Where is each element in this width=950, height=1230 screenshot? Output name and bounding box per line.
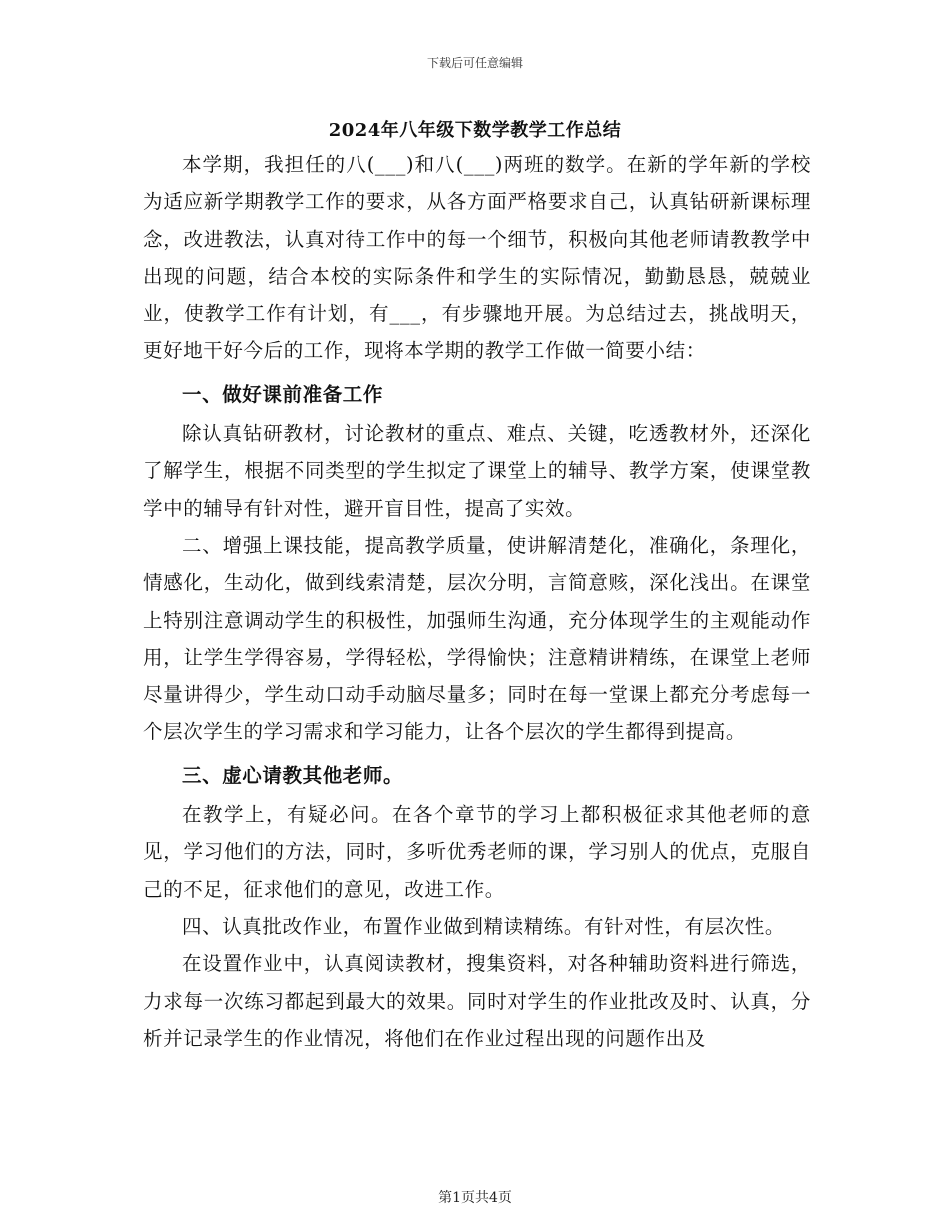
paragraph-section-4: 在设置作业中，认真阅读教材，搜集资料，对各种辅助资料进行筛选，力求每一次练习都起到最大的效果。同时对学生的作业批改及时、认真，分析并记录学生的作业情况，将他们在作业过程出现的问题作出及: [143, 952, 811, 1050]
paragraph-section-3: 在教学上，有疑必问。在各个章节的学习上都积极征求其他老师的意见，学习他们的方法，同时，多听优秀老师的课，学习别人的优点，克服自己的不足，征求他们的意见，改进工作。: [143, 803, 811, 901]
section-heading-3: 三、虚心请教其他老师。: [182, 763, 404, 787]
document-title: 2024年八年级下数学教学工作总结: [328, 120, 622, 141]
section-heading-1: 一、做好课前准备工作: [182, 382, 384, 406]
header-note: 下载后可任意编辑: [426, 56, 523, 70]
paragraph-section-2: 二、增强上课技能，提高教学质量，使讲解清楚化，准确化，条理化，情感化，生动化，做到线索清楚，层次分明，言简意赅，深化浅出。在课堂上特别注意调动学生的积极性，加强师生沟通，充分体现学生的主观能动作用，让学生学得容易，学得轻松，学得愉快；注意精讲精练，在课堂上老师尽量讲得少，学生动口动手动脑尽量多；同时在每一堂课上都充分考虑每一个层次学生的学习需求和学习能力，让各个层次的学生都得到提高。: [143, 533, 811, 744]
page-footer: 第1页共4页: [438, 1190, 512, 1206]
document-body: [143, 146, 811, 1057]
paragraph-section-4-heading: 四、认真批改作业，布置作业做到精读精练。有针对性，有层次性。: [182, 914, 786, 938]
paragraph-intro: 本学期，我担任的八(___)和八(___)两班的数学。在新的学年新的学校为适应新学期教学工作的要求，从各方面严格要求自己，认真钻研新课标理念，改进教法，认真对待工作中的每一个细节，积极向其他老师请教教学中出现的问题，结合本校的实际条件和学生的实际情况，勤勤恳恳，兢兢业业，使教学工作有计划，有___，有步骤地开展。为总结过去，挑战明天，更好地干好今后的工作，现将本学期的教学工作做一简要小结：: [143, 153, 811, 363]
paragraph-section-1: 除认真钻研教材，讨论教材的重点、难点、关键，吃透教材外，还深化了解学生，根据不同类型的学生拟定了课堂上的辅导、教学方案，使课堂教学中的辅导有针对性，避开盲目性，提高了实效。: [143, 422, 811, 520]
